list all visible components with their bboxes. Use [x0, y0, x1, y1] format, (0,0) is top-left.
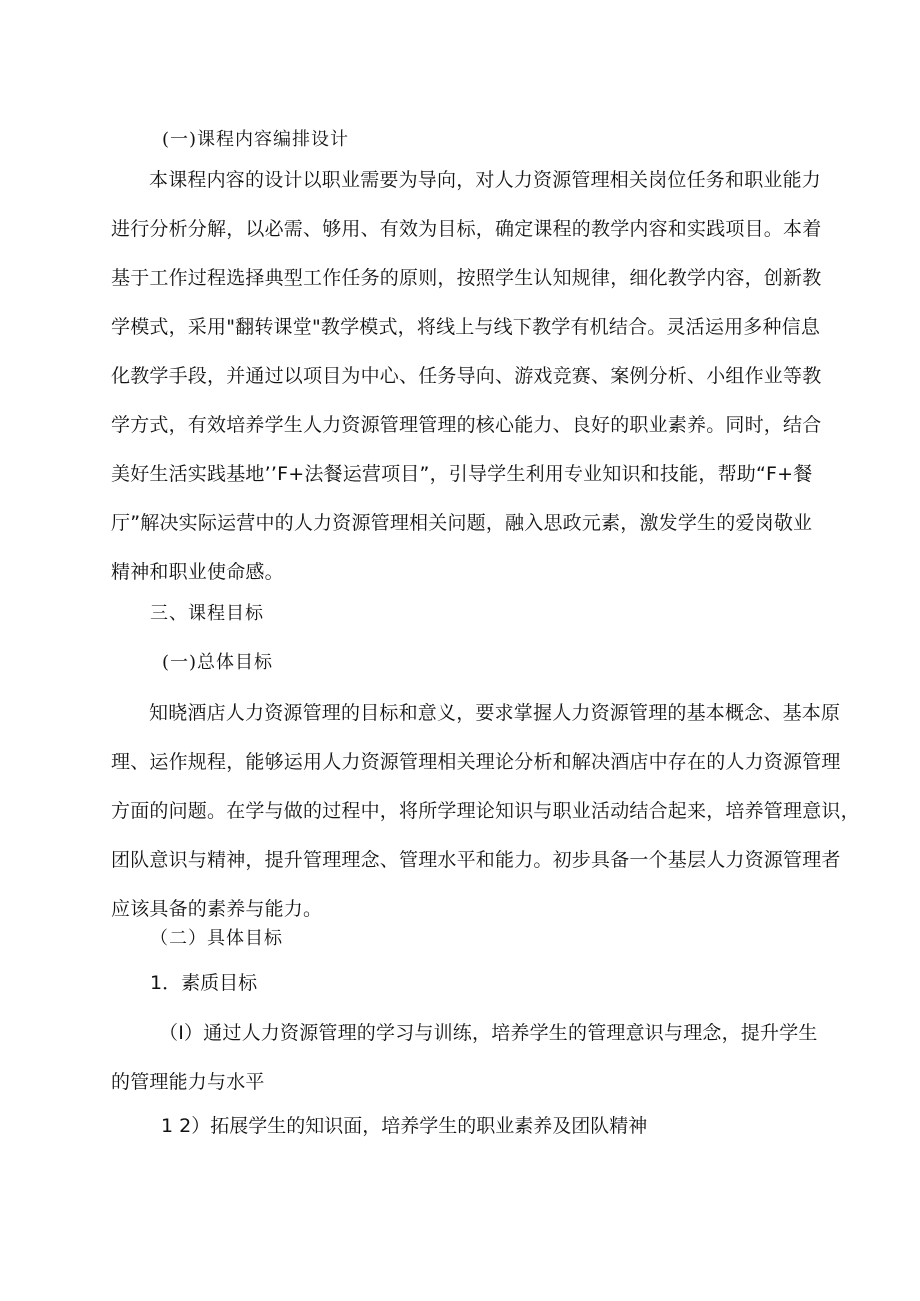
paragraph-line: 团队意识与精神，提升管理理念、管理水平和能力。初步具备一个基层人力资源管理者: [111, 849, 841, 871]
paragraph-line: 的管理能力与水平: [111, 1071, 265, 1093]
section-heading-course-objectives: 三、课程目标: [150, 603, 264, 624]
paragraph-line: 本课程内容的设计以职业需要为导向，对人力资源管理相关岗位任务和职业能力: [149, 169, 822, 191]
paragraph-line: 厅”解决实际运营中的人力资源管理相关问题，融入思政元素，激发学生的爱岗敬业: [111, 512, 813, 534]
paragraph-overall-objectives: [111, 689, 860, 934]
section-heading-course-content-design: (一)课程内容编排设计: [162, 129, 350, 150]
paragraph-line: 知晓酒店人力资源管理的目标和意义，要求掌握人力资源管理的基本概念、基本原: [149, 702, 841, 724]
paragraph-line: （I）通过人力资源管理的学习与训练，培养学生的管理意识与理念，提升学生: [159, 1022, 818, 1044]
paragraph-line: 美好生活实践基地’’F+法餐运营项目”，引导学生利用专业知识和技能，帮助“F+餐: [111, 463, 813, 485]
paragraph-course-content: [111, 156, 822, 597]
goal-item-2: 1 2）拓展学生的知识面，培养学生的职业素养及团队精神: [161, 1115, 648, 1137]
paragraph-line: 学方式，有效培养学生人力资源管理管理的核心能力、良好的职业素养。同时，结合: [111, 414, 822, 436]
paragraph-line: 理、运作规程，能够运用人力资源管理相关理论分析和解决酒店中存在的人力资源管理: [111, 751, 841, 773]
paragraph-line: 进行分析分解，以必需、够用、有效为目标，确定课程的教学内容和实践项目。本着: [111, 218, 822, 240]
paragraph-line: 学模式，采用"翻转课堂"教学模式，将线上与线下教学有机结合。灵活运用多种信息: [111, 316, 821, 338]
paragraph-line: 基于工作过程选择典型工作任务的原则，按照学生认知规律，细化教学内容，创新教: [111, 267, 822, 289]
paragraph-line: 化教学手段，并通过以项目为中心、任务导向、游戏竞赛、案例分析、小组作业等教: [111, 365, 822, 387]
goal-item-1: [111, 1009, 818, 1107]
section-heading-specific-objectives: （二）具体目标: [150, 928, 283, 949]
section-heading-overall-objectives: (一)总体目标: [162, 652, 274, 673]
paragraph-line: 精神和职业使命感。: [111, 561, 284, 583]
paragraph-line: 应该具备的素养与能力。: [111, 898, 323, 920]
subsection-heading-quality-goals: 1．素质目标: [150, 972, 258, 994]
paragraph-line: 方面的问题。在学与做的过程中，将所学理论知识与职业活动结合起来，培养管理意识，: [111, 800, 860, 822]
